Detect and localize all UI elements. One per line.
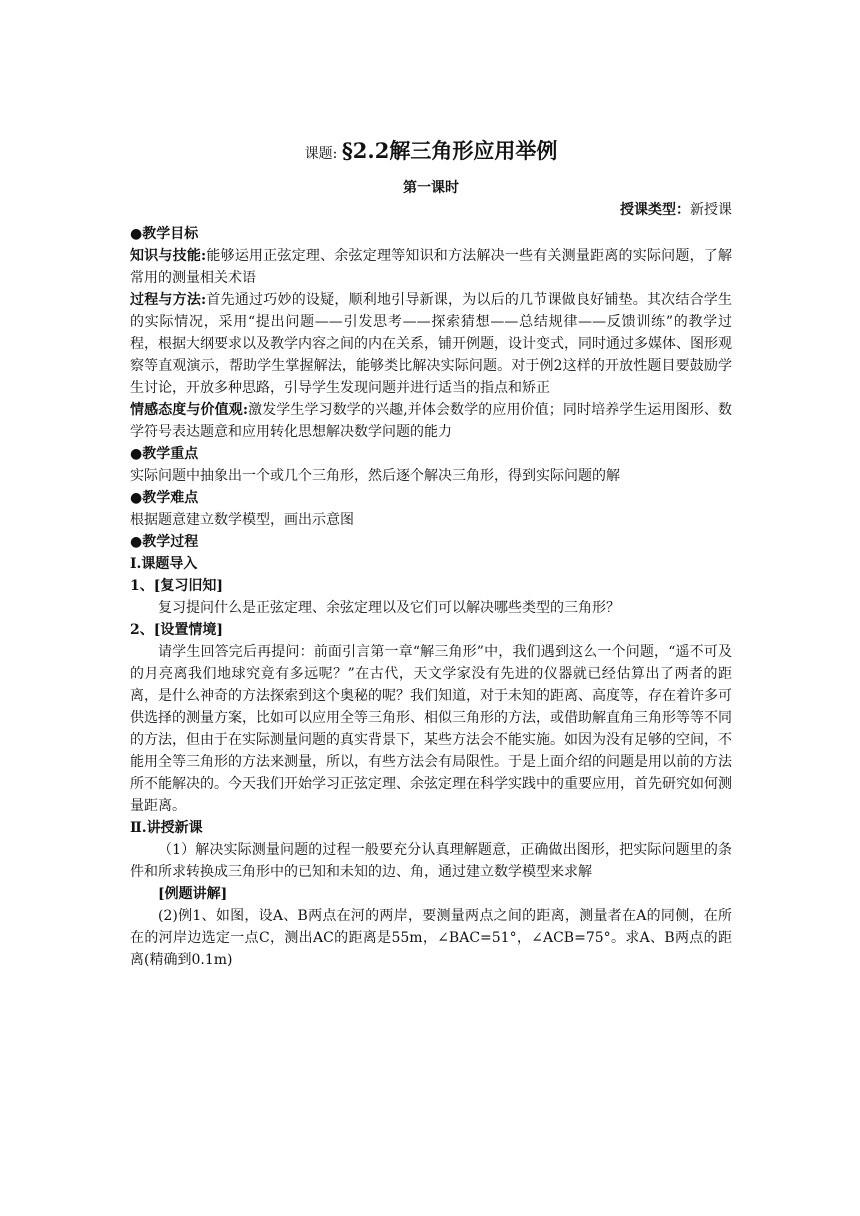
review-label: 1、[复习旧知]	[130, 578, 223, 594]
emotion-paragraph	[130, 399, 732, 443]
emotion-text: 激发学生学习数学的兴趣,并体会数学的应用价值；同时培养学生运用图形、数学符号表达题意和应用转化思想解决数学问题的能力	[130, 402, 732, 440]
method-paragraph: （1）解决实际测量问题的过程一般要充分认真理解题意，正确做出图形，把实际问题里的条件和所求转换成三角形中的已知和未知的边、角，通过建立数学模型来求解	[130, 842, 732, 880]
scenario-text: 请学生回答完后再提问：前面引言第一章“解三角形”中，我们遇到这么一个问题，“遥不可及的月亮离我们地球究竟有多远呢？”在古代，天文学家没有先进的仪器就已经估算出了两者的距离，是什么神奇的方法探索到这个奥秘的呢？我们知道，对于未知的距离、高度等，存在着许多可供选择的测量方案，比如可以应用全等三角形、相似三角形的方法，或借助解直角三角形等等不同的方法，但由于在实际测量问题的真实背景下，某些方法会不能实施。如因为没有足够的空间，不能用全等三角形的方法来测量，所以，有些方法会有局限性。于是上面介绍的问题是用以前的方法所不能解决的。今天我们开始学习正弦定理、余弦定理在科学实践中的重要应用，首先研究如何测量距离。	[130, 644, 732, 814]
knowledge-label: 知识与技能:	[130, 248, 207, 264]
lesson-type-value: 新授课	[690, 202, 732, 218]
page-title: §2.2解三角形应用举例	[341, 138, 558, 163]
document-content	[130, 136, 732, 971]
lesson-type-label: 授课类型：	[620, 202, 690, 218]
process-heading: ●教学过程	[130, 534, 199, 550]
review-text: 复习提问什么是正弦定理、余弦定理以及它们可以解决哪些类型的三角形？	[158, 600, 620, 616]
scenario-label: 2、[设置情境]	[130, 622, 223, 638]
example-text: (2)例1、如图，设A、B两点在河的两岸，要测量两点之间的距离，测量者在A的同侧，在所在的河岸边选定一点C，测出AC的距离是55m，∠BAC=51°，∠ACB=75°。求A、B两点的距离(精确到0.1m)	[130, 908, 732, 968]
subtitle: 第一课时	[403, 180, 459, 196]
knowledge-paragraph	[130, 245, 732, 289]
key-point-heading: ●教学重点	[130, 446, 199, 462]
difficulty-text: 根据题意建立数学模型，画出示意图	[130, 512, 354, 528]
key-point-text: 实际问题中抽象出一个或几个三角形，然后逐个解决三角形，得到实际问题的解	[130, 468, 620, 484]
lesson-type-row	[130, 199, 732, 221]
emotion-label: 情感态度与价值观:	[130, 402, 248, 418]
knowledge-text: 能够运用正弦定理、余弦定理等知识和方法解决一些有关测量距离的实际问题，了解常用的测量相关术语	[130, 248, 732, 286]
title-row	[130, 136, 732, 169]
section-new-lesson-heading: Ⅱ.讲授新课	[130, 820, 203, 836]
objectives-heading: ●教学目标	[130, 226, 199, 242]
difficulty-heading: ●教学难点	[130, 490, 199, 506]
section-intro-heading: Ⅰ.课题导入	[130, 556, 198, 572]
example-label: [例题讲解]	[158, 886, 228, 902]
process-method-paragraph	[130, 289, 732, 399]
process-text: 首先通过巧妙的设疑，顺利地引导新课，为以后的几节课做良好铺垫。其次结合学生的实际情况，采用“提出问题——引发思考——探索猜想——总结规律——反馈训练”的教学过程，根据大纲要求以及教学内容之间的内在关系，铺开例题，设计变式，同时通过多媒体、图形观察等直观演示，帮助学生掌握解法，能够类比解决实际问题。对于例2这样的开放性题目要鼓励学生讨论，开放多种思路，引导学生发现问题并进行适当的指点和矫正	[130, 292, 732, 396]
process-label: 过程与方法:	[130, 292, 207, 308]
title-prefix: 课题:	[304, 146, 342, 162]
